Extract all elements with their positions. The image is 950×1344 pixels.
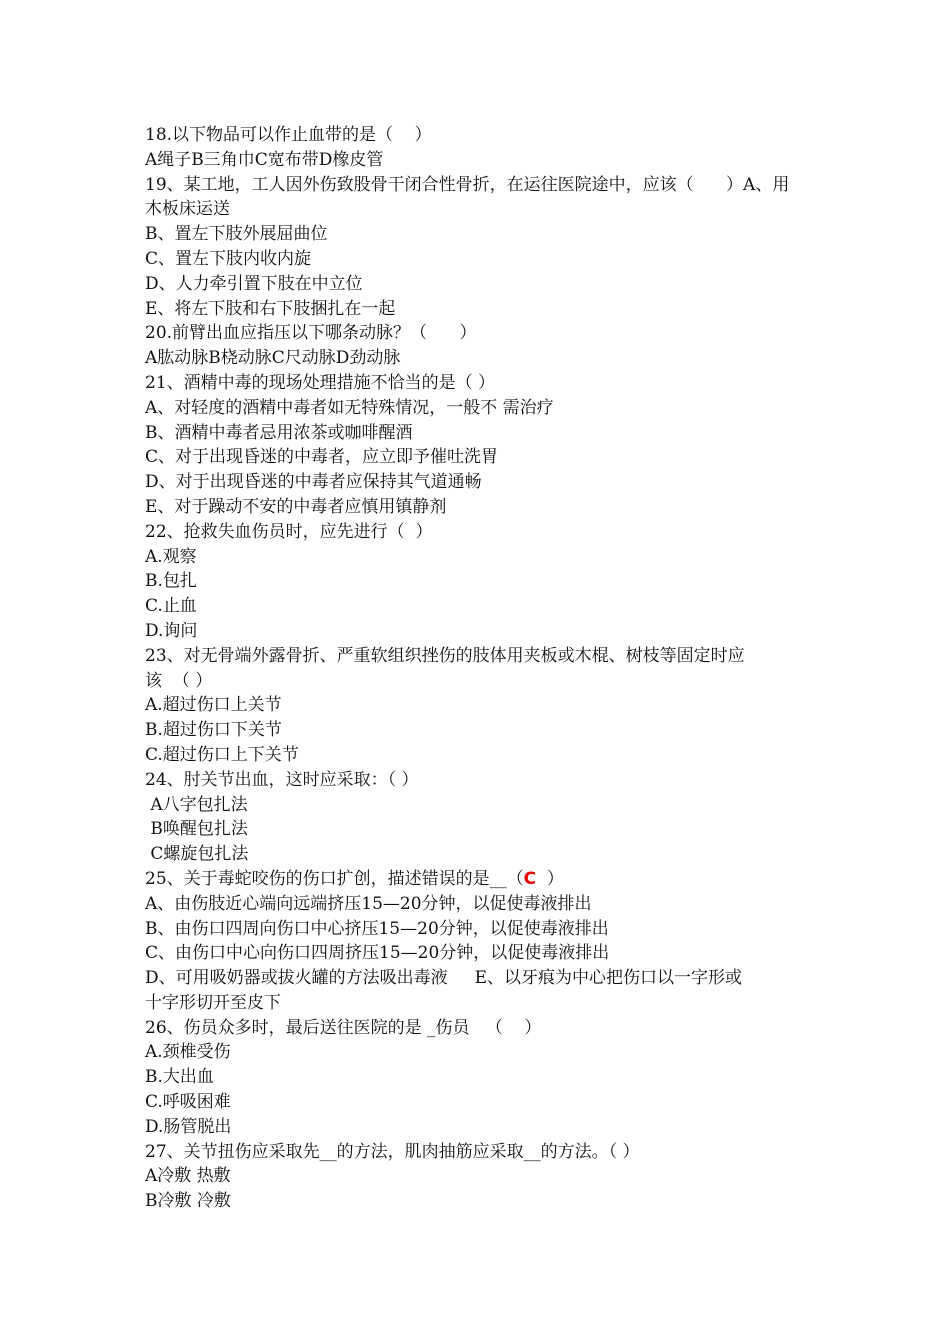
question-26-option-a: A.颈椎受伤: [145, 1042, 231, 1063]
document-page: [145, 123, 815, 1214]
question-19-stem: 19、某工地，工人因外伤致股骨干闭合性骨折，在运往医院途中，应该（ ）A、用: [145, 174, 790, 195]
question-19-option-b: B、置左下肢外展屈曲位: [145, 224, 328, 245]
question-19-option-c: C、置左下肢内收内旋: [145, 248, 312, 269]
question-19-option-d: D、人力牵引置下肢在中立位: [145, 273, 363, 294]
question-26-option-d: D.肠管脱出: [145, 1116, 232, 1137]
question-22-option-d: D.询问: [145, 620, 198, 641]
question-23-option-c: C.超过伤口上下关节: [145, 744, 299, 765]
question-23-option-a: A.超过伤口上关节: [145, 695, 282, 716]
question-25-option-e-cont: 十字形切开至皮下: [145, 992, 281, 1013]
question-21-option-b: B、酒精中毒者忌用浓茶或咖啡醒酒: [145, 422, 413, 443]
question-21-option-a: A、对轻度的酒精中毒者如无特殊情况，一般不 需治疗: [145, 397, 554, 418]
question-19-option-a-cont: 木板床运送: [145, 199, 230, 220]
question-26-option-c: C.呼吸困难: [145, 1092, 231, 1113]
question-25-option-b: B、由伤口四周向伤口中心挤压15—20分钟，以促使毒液排出: [145, 918, 609, 939]
question-25-close: ）: [536, 868, 564, 889]
question-25-answer: C: [523, 868, 537, 889]
question-25-stem: [145, 867, 815, 892]
question-26-stem: 26、伤员众多时，最后送往医院的是 _伤员 （ ）: [145, 1017, 542, 1038]
question-23-stem: 23、对无骨端外露骨折、严重软组织挫伤的肢体用夹板或木棍、树枝等固定时应: [145, 645, 745, 666]
question-21-option-d: D、对于出现昏迷的中毒者应保持其气道通畅: [145, 472, 482, 493]
question-21-option-e: E、对于躁动不安的中毒者应慎用镇静剂: [145, 496, 447, 517]
question-27-option-a: A冷敷 热敷: [145, 1166, 231, 1187]
question-24-stem: 24、肘关节出血，这时应采取：（ ）: [145, 769, 419, 790]
question-25-option-d-e: D、可用吸奶器或拔火罐的方法吸出毒液 E、以牙痕为中心把伤口以一字形或: [145, 968, 743, 989]
question-25-option-a: A、由伤肢近心端向远端挤压15—20分钟，以促使毒液排出: [145, 893, 592, 914]
question-24-option-c: C螺旋包扎法: [145, 844, 249, 865]
question-22-option-b: B.包扎: [145, 571, 197, 592]
question-23-option-b: B.超过伤口下关节: [145, 720, 282, 741]
question-27-option-b: B冷敷 冷敷: [145, 1191, 231, 1212]
question-18-options: A绳子B三角巾C宽布带D橡皮管: [145, 149, 384, 170]
question-20-stem: 20.前臂出血应指压以下哪条动脉？（ ）: [145, 323, 477, 344]
question-22-stem: 22、抢救失血伤员时，应先进行（ ）: [145, 521, 433, 542]
question-25-option-c: C、由伤口中心向伤口四周挤压15—20分钟，以促使毒液排出: [145, 943, 610, 964]
question-26-option-b: B.大出血: [145, 1067, 214, 1088]
question-18-stem: 18.以下物品可以作止血带的是（ ）: [145, 125, 432, 145]
question-20-options: A肱动脉B桡动脉C尺动脉D劲动脉: [145, 348, 401, 369]
question-22-option-a: A.观察: [145, 546, 197, 567]
question-21-option-c: C、对于出现昏迷的中毒者，应立即予催吐洗胃: [145, 447, 499, 468]
question-19-option-e: E、将左下肢和右下肢捆扎在一起: [145, 298, 396, 319]
question-24-option-b: B唤醒包扎法: [145, 819, 248, 840]
question-21-stem: 21、酒精中毒的现场处理措施不恰当的是（ ）: [145, 372, 496, 393]
question-22-option-c: C.止血: [145, 596, 197, 617]
question-23-stem-cont: 该 （ ）: [145, 670, 213, 691]
question-27-stem: 27、关节扭伤应采取先__的方法，肌肉抽筋应采取__的方法。（ ）: [145, 1141, 640, 1162]
question-25-text: 25、关于毒蛇咬伤的伤口扩创，描述错误的是__（: [145, 868, 524, 889]
question-24-option-a: A八字包扎法: [145, 794, 248, 815]
